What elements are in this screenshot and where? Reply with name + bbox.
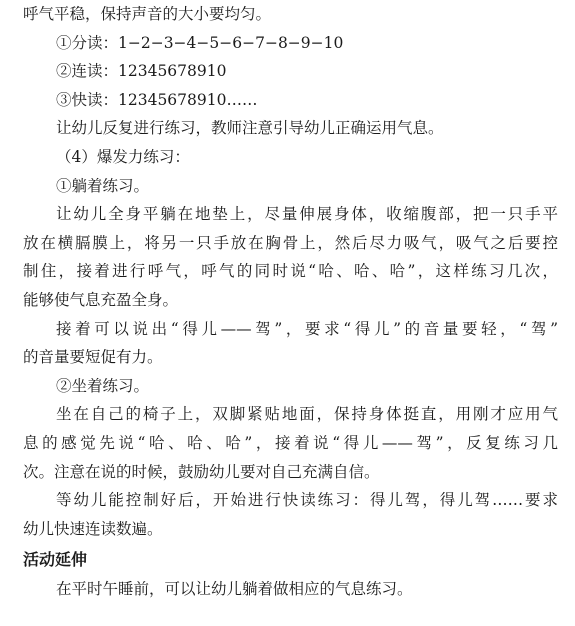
paragraph-line: 制住，接着进行呼气，呼气的同时说“哈、哈、哈”，这样练习几次， <box>23 262 558 281</box>
paragraph-line: 让幼儿全身平躺在地垫上，尽量伸展身体，收缩腹部，把一只手平 <box>56 205 558 224</box>
paragraph-line: 息的感觉先说“哈、哈、哈”，接着说“得儿——驾”，反复练习几 <box>23 433 558 452</box>
reading-fast-line: ③快读：12345678910…… <box>56 90 258 109</box>
reading-split-line: ①分读：1−2−3−4−5−6−7−8−9−10 <box>56 33 344 52</box>
paragraph-line: 幼儿快速连读数遍。 <box>23 519 163 538</box>
paragraph-line: 呼气平稳，保持声音的大小要均匀。 <box>23 5 272 23</box>
subsection-title: （4）爆发力练习： <box>56 147 190 166</box>
extension-paragraph: 在平时午睡前，可以让幼儿躺着做相应的气息练习。 <box>56 579 413 598</box>
paragraph-line: 的音量要短促有力。 <box>23 348 163 367</box>
paragraph-line: 让幼儿反复进行练习，教师注意引导幼儿正确运用气息。 <box>56 119 444 138</box>
reading-continuous-line: ②连读：12345678910 <box>56 62 227 81</box>
exercise-title-lying: ①躺着练习。 <box>56 176 150 195</box>
paragraph-line: 坐在自己的椅子上，双脚紧贴地面，保持身体挺直，用刚才应用气 <box>56 405 558 424</box>
paragraph-line: 接着可以说出“得儿——驾”，要求“得儿”的音量要轻，“驾” <box>56 319 558 338</box>
document-page <box>23 0 558 603</box>
paragraph-line: 等幼儿能控制好后，开始进行快读练习：得儿驾，得儿驾……要求 <box>56 491 558 510</box>
paragraph-line: 次。注意在说的时候，鼓励幼儿要对自己充满自信。 <box>23 462 380 481</box>
section-heading: 活动延伸 <box>23 550 88 570</box>
paragraph-line: 放在横膈膜上，将另一只手放在胸骨上，然后尽力吸气，吸气之后要控 <box>23 233 558 252</box>
exercise-title-sitting: ②坐着练习。 <box>56 376 150 395</box>
paragraph-line: 能够使气息充盈全身。 <box>23 290 179 309</box>
